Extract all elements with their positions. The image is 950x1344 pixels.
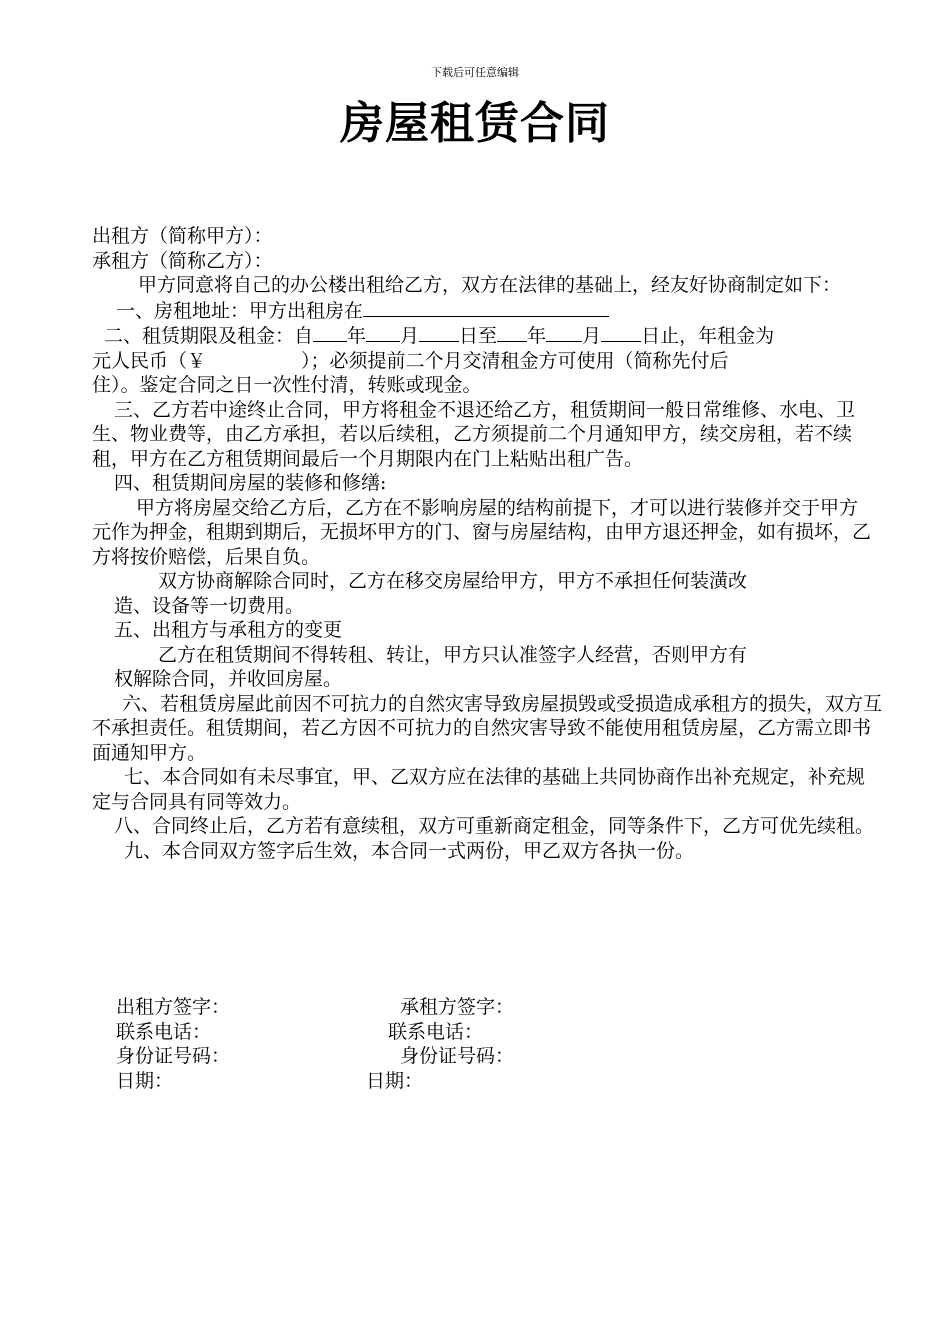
lessee-phone-label: 联系电话： [388, 1020, 484, 1043]
clause-3: 三、乙方若中途终止合同，甲方将租金不退还给乙方，租赁期间一般日常维修、水电、卫生、物业费等，由乙方承担，若以后续租，乙方须提前二个月通知甲方，续交房租，若不续租，甲方在乙方租赁期间最后一个月期限内在门上粘贴出租广告。 [92, 398, 856, 470]
signature-block [116, 995, 816, 1093]
day-to-text: 日至 [459, 325, 498, 347]
address-blank [363, 298, 609, 317]
clause-2-line-2: 元人民币（￥ ）；必须提前二个月交清租金方可使用（简称先付后 [92, 349, 729, 372]
document-title: 房屋租赁合同 [340, 98, 610, 149]
clause-2-line-3: 住）。鉴定合同之日一次性付清，转账或现金。 [92, 374, 482, 396]
lessor-line: 出租方（简称甲方）： [92, 225, 273, 247]
start-month-blank [366, 323, 400, 342]
header-note: 下载后可任意编辑 [431, 66, 519, 79]
lessee-id-label: 身份证号码： [400, 1045, 515, 1067]
end-year-blank [497, 323, 527, 342]
year-text-2: 年 [527, 325, 547, 347]
clause-1 [92, 298, 882, 324]
clause-4-paragraph-1: 甲方将房屋交给乙方后，乙方在不影响房屋的结构前提下，才可以进行装修并交于甲方 元作为押金，租期到期后，无损坏甲方的门、窗与房屋结构，由甲方退还押金，如有损坏，乙方将按价赔偿，后果自负。 [92, 496, 897, 568]
clause-5-paragraph-a: 乙方在租赁期间不得转租、转让，甲方只认准签字人经营，否则甲方有 [158, 643, 748, 666]
lessee-line: 承租方（简称乙方）： [92, 249, 273, 272]
signature-row [116, 995, 816, 1020]
clause-2-label: 二、租赁期限及租金：自 [104, 325, 314, 347]
lessor-id-label: 身份证号码： [116, 1045, 231, 1067]
clause-5-paragraph-b: 权解除合同，并收回房屋。 [114, 668, 343, 690]
month-text-2: 月 [582, 325, 602, 347]
end-day-blank [601, 323, 641, 342]
phone-row [116, 1020, 816, 1045]
date-row [116, 1069, 816, 1094]
start-year-blank [313, 323, 347, 342]
month-text: 月 [400, 325, 420, 347]
contract-body [92, 224, 897, 863]
lessee-signature-label: 承租方签字： [400, 996, 515, 1018]
intro-paragraph: 甲方同意将自己的办公楼出租给乙方，双方在法律的基础上，经友好协商制定如下： [138, 274, 842, 296]
start-day-blank [419, 323, 459, 342]
clause-4-paragraph-2b: 造、设备等一切费用。 [114, 594, 305, 617]
clause-1-text: 一、房租地址：甲方出租房在 [116, 299, 364, 322]
end-month-blank [546, 323, 582, 342]
clause-5-heading: 五、出租方与承租方的变更 [114, 619, 343, 641]
clause-6: 六、若租赁房屋此前因不可抗力的自然灾害导致房屋损毁或受损造成承租方的损失，双方互不承担责任。租赁期间，若乙方因不可抗力的自然灾害导致不能使用租赁房屋，乙方需立即书面通知甲方。 [92, 692, 883, 764]
lessor-signature-label: 出租方签字： [116, 996, 231, 1018]
clause-9: 九、本合同双方签字后生效，本合同一式两份，甲乙双方各执一份。 [124, 839, 695, 862]
year-text: 年 [347, 325, 367, 347]
clause-7: 七、本合同如有未尽事宜，甲、乙双方应在法律的基础上共同协商作出补充规定，补充规定与合同具有同等效力。 [92, 766, 866, 813]
id-row [116, 1044, 816, 1069]
clause-2-line-1 [92, 323, 882, 349]
lessor-phone-label: 联系电话： [116, 1020, 212, 1043]
day-end-text: 日止，年租金为 [641, 325, 775, 347]
clause-4-paragraph-2a: 双方协商解除合同时，乙方在移交房屋给甲方，甲方不承担任何装潢改 [158, 570, 748, 592]
clause-4-heading: 四、租赁期间房屋的装修和修缮: [114, 472, 387, 494]
clause-8: 八、合同终止后，乙方若有意续租，双方可重新商定租金，同等条件下，乙方可优先续租。 [114, 815, 875, 837]
lessor-date-label: 日期： [116, 1069, 174, 1092]
lessee-date-label: 日期： [366, 1069, 424, 1092]
